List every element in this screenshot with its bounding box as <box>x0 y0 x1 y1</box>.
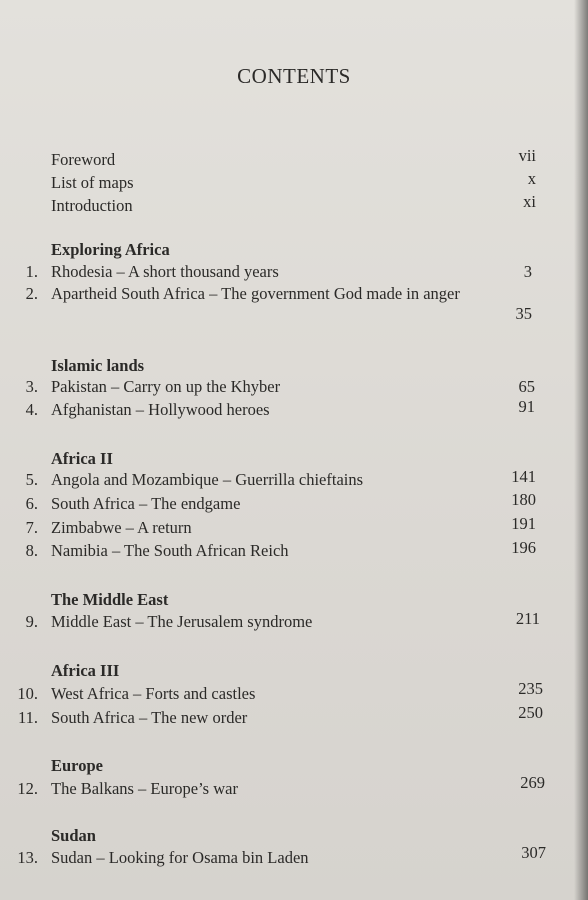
chapter-page: 250 <box>518 703 543 722</box>
entry-page: xi <box>523 192 536 211</box>
chapter-title: Rhodesia – A short thousand years <box>51 262 279 281</box>
entry-label: List of maps <box>51 173 134 192</box>
toc-entry-chapter <box>0 609 588 634</box>
chapter-page: 211 <box>515 609 540 628</box>
chapter-title: West Africa – Forts and castles <box>51 684 256 703</box>
toc-entry-introduction <box>0 192 588 218</box>
chapter-number: 13. <box>17 848 38 867</box>
toc-entry-chapter <box>0 703 588 730</box>
toc-entry-chapter <box>0 490 588 516</box>
chapter-number: 2. <box>25 284 38 303</box>
toc-entry-chapter <box>0 679 588 706</box>
toc-entry-chapter <box>0 262 588 284</box>
chapter-page: 191 <box>511 514 536 533</box>
chapter-number: 12. <box>17 779 38 798</box>
chapter-number: 3. <box>25 377 38 396</box>
chapter-title: South Africa – The new order <box>51 708 248 727</box>
toc-entry-chapter <box>0 397 588 422</box>
chapter-page: 35 <box>515 304 532 323</box>
toc-entry-chapter <box>0 377 588 399</box>
chapter-title: The Balkans – Europe’s war <box>51 779 238 798</box>
chapter-number: 11. <box>17 708 38 727</box>
section-heading: The Middle East <box>51 590 169 609</box>
entry-label: Introduction <box>51 196 133 215</box>
chapter-page: 196 <box>511 538 536 557</box>
chapter-page: 91 <box>518 397 535 416</box>
toc-entry-list-of-maps <box>0 169 588 195</box>
chapter-title: Afghanistan – Hollywood heroes <box>51 400 270 419</box>
page-title: CONTENTS <box>237 64 351 88</box>
chapter-page: 235 <box>518 679 543 698</box>
chapter-number: 10. <box>17 684 38 703</box>
section-heading: Africa II <box>51 449 113 468</box>
section-heading: Exploring Africa <box>51 240 170 259</box>
chapter-number: 7. <box>25 518 38 537</box>
chapter-number: 4. <box>25 400 38 419</box>
section-heading: Sudan <box>51 826 96 845</box>
entry-page: vii <box>518 146 536 165</box>
chapter-number: 9. <box>25 612 38 631</box>
chapter-page: 65 <box>518 377 535 396</box>
toc-entry-chapter <box>0 773 588 801</box>
toc-entry-chapter <box>0 538 588 563</box>
toc-entry-chapter <box>0 284 588 323</box>
section-heading: Europe <box>51 756 103 775</box>
toc-entry-foreword <box>0 146 588 172</box>
chapter-number: 8. <box>25 541 38 560</box>
chapter-title: Angola and Mozambique – Guerrilla chieftains <box>51 470 364 489</box>
chapter-number: 1. <box>25 262 38 281</box>
chapter-title: Sudan – Looking for Osama bin Laden <box>51 848 309 867</box>
chapter-title: Namibia – The South African Reich <box>51 541 289 560</box>
chapter-title: Pakistan – Carry on up the Khyber <box>51 377 281 396</box>
page-edge-shadow <box>574 0 588 900</box>
chapter-title: Zimbabwe – A return <box>51 518 192 537</box>
entry-page: x <box>527 169 536 188</box>
toc-entry-chapter <box>0 843 588 870</box>
chapter-page: 3 <box>523 262 532 281</box>
chapter-title: Middle East – The Jerusalem syndrome <box>51 612 313 631</box>
chapter-page: 307 <box>521 843 546 862</box>
toc-entry-chapter <box>0 467 588 492</box>
chapter-title: Apartheid South Africa – The government God made in anger <box>51 284 460 303</box>
section-heading: Africa III <box>51 661 120 680</box>
section-heading: Islamic lands <box>51 356 145 375</box>
chapter-number: 5. <box>25 470 38 489</box>
chapter-page: 141 <box>511 467 536 486</box>
chapter-page: 269 <box>520 773 545 792</box>
entry-label: Foreword <box>51 150 116 169</box>
toc-entry-chapter <box>0 514 588 540</box>
chapter-page: 180 <box>511 490 536 509</box>
chapter-number: 6. <box>25 494 38 513</box>
chapter-title: South Africa – The endgame <box>51 494 241 513</box>
